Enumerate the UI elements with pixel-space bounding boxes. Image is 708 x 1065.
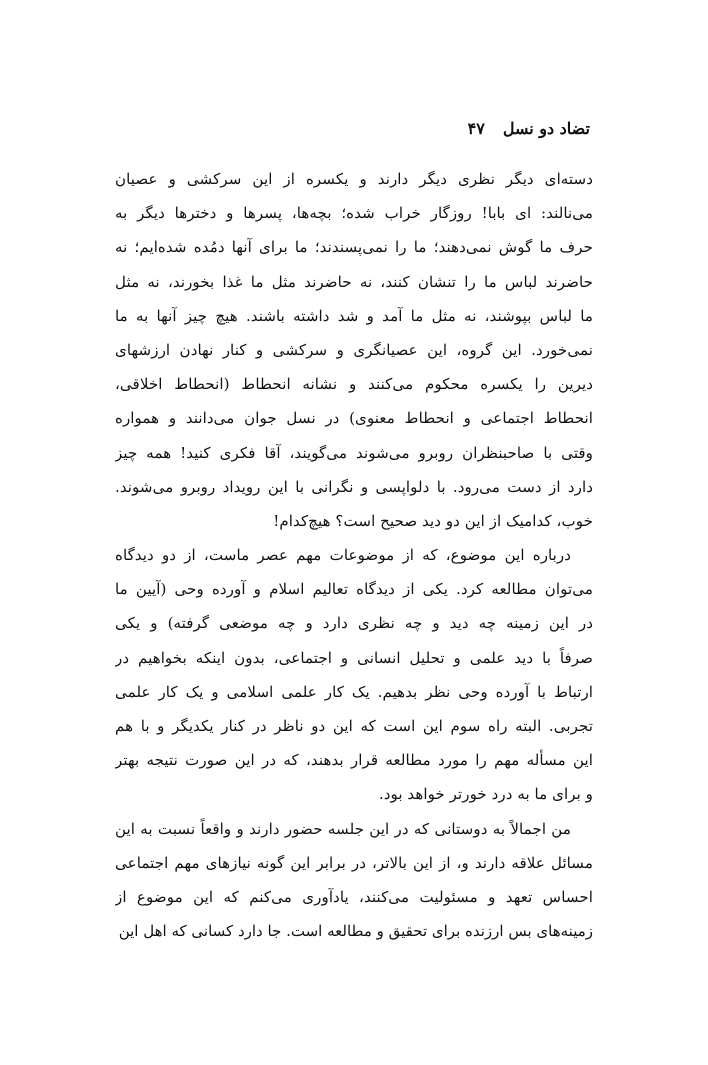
text-line: خوب، کدامیک از این دو دید صحیح است؟ هیچ‌کدام! [273,511,593,530]
text-line: ارتباط با آورده وحی نظر بدهیم. یک کار علمی اسلامی و یک کار علمی [115,682,593,701]
text-line: این مسأله مهم را مورد مطالعه قرار بدهند، که در این صورت نتیجه بهتر [115,751,593,770]
text-line: می‌نالند: ای بابا! روزگار خراب شده؛ بچه‌ها، پسرها و دخترها دیگر به [115,204,593,223]
text-line: در این زمینه چه دید و چه نظری دارد و چه موضعی گرفته) و یکی [115,614,593,633]
text-line: دارد از دست می‌رود. با دلواپسی و نگرانی با این رویداد روبرو می‌شوند. [115,477,593,496]
text-line: تجربی. البته راه سوم این است که این دو ناظر در کنار یکدیگر و با هم [115,717,593,735]
text-line: حاضرند لباس ما را تنشان کنند، نه حاضرند مثل ما غذا بخورند، نه مثل [115,272,593,291]
text-line: و برای ما به درد خورتر خواهد بود. [378,785,593,804]
text-line: دیرین را یکسره محکوم می‌کنند و نشانه انحطاط (انحطاط اخلاقی، [115,375,593,394]
paragraph [115,538,593,812]
text-line: وقتی با صاحبنظران روبرو می‌شوند می‌گویند، آقا فکری کنید! همه چیز [115,443,593,462]
page-number: ۴۷ [467,119,485,138]
text-line: احساس تعهد و مسئولیت می‌کنند، یادآوری می‌کنم که این موضوع از [115,887,593,906]
paragraph [115,812,593,949]
text-line: دسته‌ای دیگر نظری دیگر دارند و یکسره از این سرکشی و عصیان [115,170,593,188]
body-text [115,162,593,948]
text-line: می‌توان مطالعه کرد. یکی از دیدگاه تعالیم اسلام و آورده وحی (آیین ما [115,580,593,599]
text-line: زمینه‌های بس ارزنده برای تحقیق و مطالعه است. جا دارد کسانی که اهل این [118,922,593,941]
text-line: مسائل علاقه دارند و، از این بالاتر، در برابر این گونه نیازهای مهم اجتماعی [115,853,593,872]
text-line: درباره این موضوع، که از موضوعات مهم عصر ماست، از دو دیدگاه [115,546,571,565]
chapter-title: تضاد دو نسل [502,119,590,138]
text-line: انحطاط اجتماعی و انحطاط معنوی) در نسل جوان می‌دانند و همواره [115,409,593,428]
running-head [118,118,590,140]
text-line: ما لباس بپوشند، نه مثل ما آمد و شد داشته باشند. هیچ چیز آنها به ما [115,306,593,325]
text-line: صرفاً با دید علمی و تحلیل انسانی و اجتماعی، بدون اینکه بخواهیم در [115,648,593,667]
text-line: من اجمالاً به دوستانی که در این جلسه حضور دارند و واقعاً نسبت به این [115,819,571,838]
paragraph [115,162,593,538]
text-line: نمی‌خورد. این گروه، این عصیانگری و سرکشی و کنار نهادن ارزشهای [115,340,593,359]
text-line: حرف ما گوش نمی‌دهند؛ ما را نمی‌پسندند؛ ما برای آنها دمُده شده‌ایم؛ نه [115,238,593,257]
